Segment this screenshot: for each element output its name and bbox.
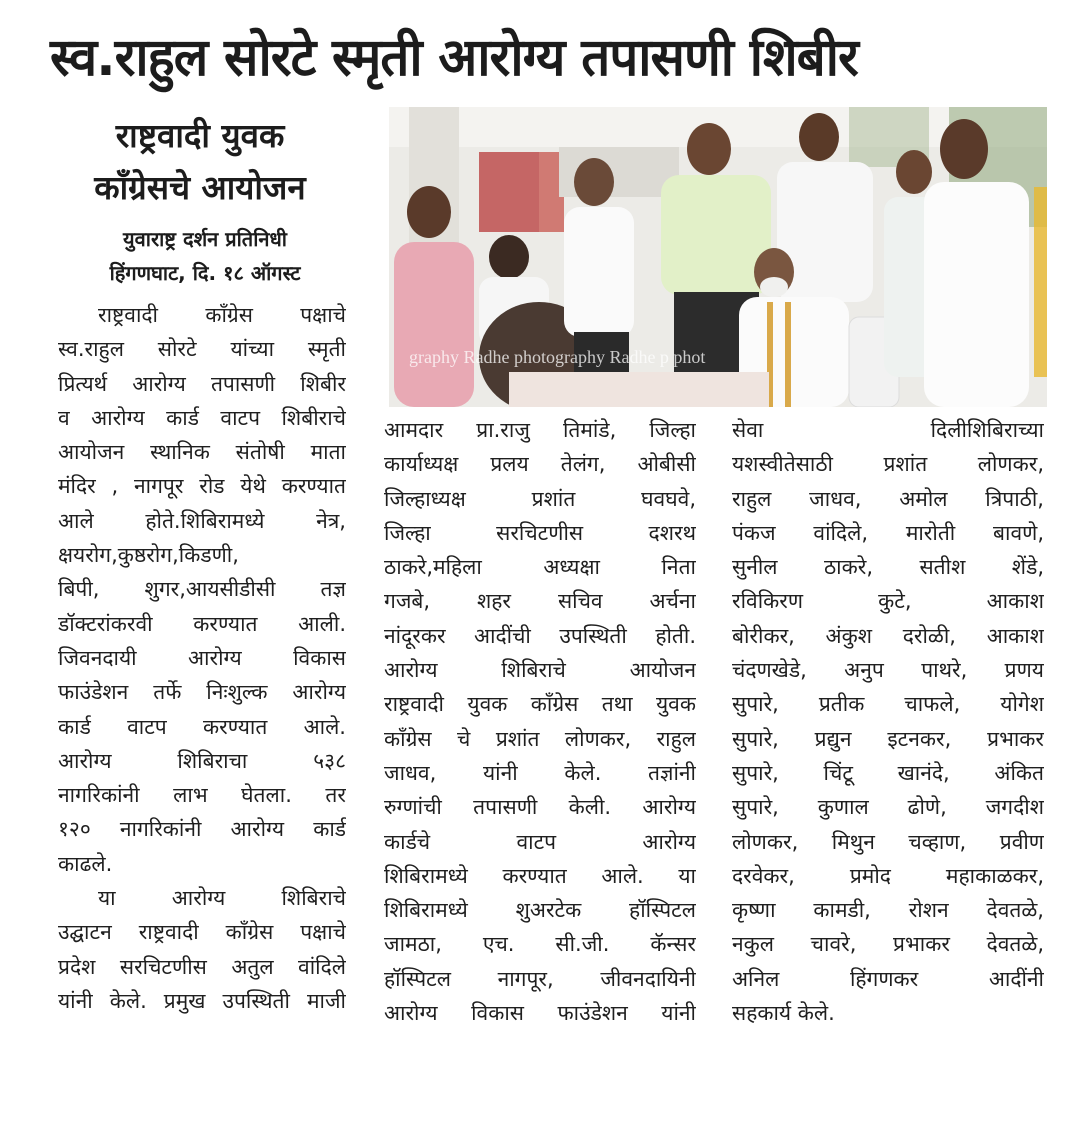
- text-line: राष्ट्रवादी युवक काँग्रेस तथा युवक: [384, 692, 696, 717]
- text-line: व आरोग्य कार्ड वाटप शिबीराचे: [58, 405, 346, 430]
- text-line: रविकिरण कुटे, आकाश: [732, 589, 1044, 614]
- text-line: दरवेकर, प्रमोद महाकाळकर,: [732, 863, 1044, 888]
- text-line: जिल्हाध्यक्ष प्रशांत घवघवे,: [384, 486, 696, 511]
- text-line: कार्डचे वाटप आरोग्य: [384, 829, 696, 854]
- text-line: गजबे, शहर सचिव अर्चना: [384, 589, 696, 614]
- text-line: आरोग्य विकास फाउंडेशन यांनी: [384, 1001, 696, 1026]
- text-line: कार्ड वाटप करण्यात आले.: [58, 714, 346, 739]
- text-line: यांनी केले. प्रमुख उपस्थिती माजी: [58, 988, 346, 1013]
- text-line: आले होते.शिबिरामध्ये नेत्र,: [58, 508, 346, 533]
- text-line: जिवनदायी आरोग्य विकास: [58, 645, 346, 670]
- text-line: उद्घाटन राष्ट्रवादी काँग्रेस पक्षाचे: [58, 920, 346, 945]
- text-line: आयोजन स्थानिक संतोषी माता: [58, 440, 346, 465]
- text-line: नांदूरकर आदींची उपस्थिती होती.: [384, 623, 696, 648]
- text-line: नकुल चावरे, प्रभाकर देवतळे,: [732, 932, 1044, 957]
- text-line: स्व.राहुल सोरटे यांच्या स्मृती: [58, 337, 346, 362]
- byline-dateline: हिंगणघाट, दि. १८ ऑगस्ट: [109, 261, 301, 285]
- text-line: क्षयरोग,कुष्ठरोग,किडणी,: [58, 543, 239, 568]
- text-line: बिपी, शुगर,आयसीडीसी तज्ञ: [58, 577, 346, 602]
- text-line: जामठा, एच. सी.जी. कॅन्सर: [384, 932, 696, 957]
- text-line: बोरीकर, अंकुश दरोळी, आकाश: [732, 623, 1044, 648]
- text-line: ठाकरे,महिला अध्यक्षा निता: [384, 555, 696, 580]
- text-line: आमदार प्रा.राजु तिमांडे, जिल्हा: [384, 418, 696, 442]
- text-line: मंदिर , नागपूर रोड येथे करण्यात: [58, 474, 346, 499]
- text-line: शिबिरामध्ये शुअरटेक हॉस्पिटल: [384, 898, 696, 923]
- subheadline-line-2: काँग्रेसचे आयोजन: [94, 168, 306, 207]
- text-line: जाधव, यांनी केले. तज्ञांनी: [384, 760, 696, 785]
- text-line: १२० नागरिकांनी आरोग्य कार्ड: [58, 817, 346, 842]
- text-line: फाउंडेशन तर्फे निःशुल्क आरोग्य: [58, 680, 346, 705]
- text-line: डॉक्टरांकरवी करण्यात आली.: [58, 611, 346, 636]
- text-line: राहुल जाधव, अमोल त्रिपाठी,: [732, 486, 1044, 511]
- subheadline-line-1: राष्ट्रवादी युवक: [115, 116, 285, 155]
- text-line: सहकार्य केले.: [732, 1001, 835, 1026]
- text-line: कार्याध्यक्ष प्रलय तेलंग, ओबीसी: [384, 452, 696, 477]
- text-line: आरोग्य शिबिराचा ५३८: [58, 748, 346, 773]
- article-photo: [389, 107, 1047, 407]
- text-line: नागरिकांनी लाभ घेतला. तर: [58, 783, 346, 808]
- text-line: सुपारे, प्रद्युन इटनकर, प्रभाकर: [732, 726, 1044, 751]
- article-column-3: [732, 413, 1044, 1030]
- text-line: प्रित्यर्थ आरोग्य तपासणी शिबीर: [58, 371, 346, 396]
- text-line: काढले.: [58, 851, 113, 876]
- text-line: सुपारे, कुणाल ढोणे, जगदीश: [732, 795, 1044, 820]
- text-line: कृष्णा कामडी, रोशन देवतळे,: [732, 898, 1044, 923]
- text-line: राष्ट्रवादी काँग्रेस पक्षाचे: [98, 303, 346, 327]
- text-line: यशस्वीतेसाठी प्रशांत लोणकर,: [732, 452, 1044, 477]
- article-column-2: [384, 413, 696, 1030]
- text-line: रुग्णांची तपासणी केली. आरोग्य: [384, 795, 696, 820]
- text-line: सेवा दिलीशिबिराच्या: [732, 418, 1044, 442]
- text-line: जिल्हा सरचिटणीस दशरथ: [384, 520, 696, 545]
- text-line: पंकज वांदिले, मारोती बावणे,: [732, 520, 1044, 545]
- headline: स्व.राहुल सोरटे स्मृती आरोग्य तपासणी शिबीर: [50, 28, 858, 88]
- article-column-1: [58, 298, 346, 1018]
- text-line: आरोग्य शिबिराचे आयोजन: [384, 658, 696, 683]
- text-line: चंदणखेडे, अनुप पाथरे, प्रणय: [732, 658, 1044, 683]
- byline-reporter: युवाराष्ट्र दर्शन प्रतिनिधी: [123, 227, 287, 251]
- text-line: प्रदेश सरचिटणीस अतुल वांदिले: [58, 954, 346, 979]
- photo-watermark: graphy Radhe photography Radhe p phot: [409, 347, 706, 367]
- subheadline: [40, 110, 360, 214]
- text-line: काँग्रेस चे प्रशांत लोणकर, राहुल: [384, 726, 696, 751]
- byline: [60, 222, 350, 290]
- text-line: अनिल हिंगणकर आदींनी: [732, 966, 1044, 991]
- text-line: लोणकर, मिथुन चव्हाण, प्रवीण: [732, 829, 1044, 854]
- text-line: सुपारे, प्रतीक चाफले, योगेश: [732, 692, 1044, 717]
- text-line: सुनील ठाकरे, सतीश शेंडे,: [732, 555, 1044, 580]
- text-line: शिबिरामध्ये करण्यात आले. या: [384, 863, 696, 888]
- text-line: सुपारे, चिंटू खानंदे, अंकित: [732, 760, 1044, 785]
- text-line: या आरोग्य शिबिराचे: [98, 886, 346, 911]
- text-line: हॉस्पिटल नागपूर, जीवनदायिनी: [384, 966, 696, 991]
